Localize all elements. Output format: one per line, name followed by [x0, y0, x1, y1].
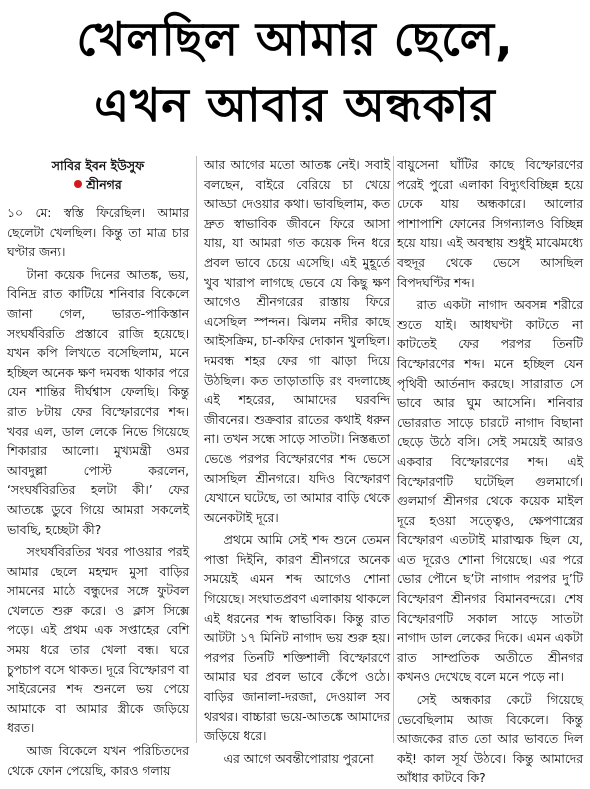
paragraph: রাত একটা নাগাদ অবসন্ন শরীরে শুতে যাই। আধঘণ্টা কাটতে না কাটতেই ফের পরপর তিনটি বিস্ফোরণের শব্দ। মনে হচ্ছিল যেন পৃথিবী আর্তনাদ করছে। সারারাত সে ভাবে আর ঘুম আসেনি। শনিবার ভোররাত সাড়ে চারটে নাগাদ বিছানা ছেড়ে উঠে বসি। সেই সময়েই আরও একবার বিস্ফোরণের শব্দ। এই বিস্ফোরণটি ঘটেছিল গুলমার্গে। গুলমার্গ শ্রীনগর থেকে কয়েক মাইল দূরে হওয়া সত্ত্বেও, ক্ষেপণাস্ত্রের বিস্ফোরণ এতটাই মারাত্মক ছিল যে, এত দূরেও শোনা গিয়েছে। এর পরে ভোর পৌনে ছ’টা নাগাদ পরপর দু’টি বিস্ফোরণ শ্রীনগর বিমানবন্দরে। শেষ বিস্ফোরণটি সকাল সাড়ে সাতটা নাগাদ ডাল লেকের দিকে। এমন একটা রাত সাম্প্রতিক অতীতে শ্রীনগর কখনও দেখেছে বলে মনে পড়ে না।	[397, 298, 583, 685]
location-dot-icon	[74, 180, 82, 188]
headline-line-1: খেলছিল আমার ছেলে,	[76, 12, 514, 66]
headline-line-2: এখন আবার অন্ধকার	[94, 78, 496, 132]
paragraph: বায়ুসেনা ঘাঁটির কাছে বিস্ফোরণের পরেই পুরো এলাকা বিদ্যুৎবিচ্ছিন্ন হয়ে ঢেকে যায় অন্ধকারে। আলোর পাশাপাশি ফোনের সিগন্যালও বিচ্ছিন্ন হয়ে যায়। এই অবস্থায় শুধুই মাঝেমধ্যে বহুদূর থেকে ভেসে আসছিল বিপদঘণ্টির শব্দ।	[397, 158, 583, 290]
paragraph: সেই অন্ধকার কেটে গিয়েছে ভেবেছিলাম আজ বিকেলে। কিন্তু আজকের রাত তো আর ভাবতে দিল কই! কাল সূর্য উঠবে। কিন্তু আমাদের আঁধার কাটবে কি?	[397, 693, 583, 786]
paragraph: ১০ মে: স্বস্তি ফিরেছিল। আমার ছেলেটা খেলছিল। কিন্তু তা মাত্র চার ঘণ্টার জন্য।	[7, 206, 189, 260]
dateline	[7, 175, 189, 194]
article-column-1	[7, 156, 189, 778]
byline	[7, 156, 189, 194]
column-divider	[393, 156, 394, 743]
dateline-location: শ্রীনগর	[86, 177, 122, 192]
article-column-3	[397, 156, 583, 786]
paragraph: প্রথমে আমি সেই শব্দ শুনে তেমন পাত্তা দিইনি, কারণ শ্রীনগরে অনেক সময়েই এমন শব্দ আগেও শোনা গিয়েছে। সংঘাতপ্রবণ এলাকায় থাকলে এই ধরনের শব্দ স্বাভাবিক। কিন্তু রাত আটটা ১৭ মিনিট নাগাদ ভয় শুরু হয়। পরপর তিনটি শক্তিশালী বিস্ফোরণে আমার ঘর প্রবল ভাবে কেঁপে ওঠে। বাড়ির জানালা-দরজা, দেওয়াল সব থরথর। বাচ্চারা ভয়ে-আতঙ্কে আমাদের জড়িয়ে ধরে।	[204, 533, 390, 744]
author-name: সাবির ইবন ইউসুফ	[51, 158, 145, 173]
paragraph: আজ বিকেলে যখন পরিচিতদের থেকে ফোন পেয়েছি, কারও গলায়	[7, 744, 189, 778]
article-column-2	[204, 156, 390, 766]
paragraph: সংঘর্ষবিরতির খবর পাওয়ার পরই আমার ছেলে মহম্মদ মুসা বাড়ির সামনের মাঠে বন্ধুদের সঙ্গে ফুটবল খেলতে শুরু করে। ও ক্লাস সিক্সে পড়ে। এই প্রথম এক সপ্তাহের বেশি সময় ধরে তার খেলা বন্ধ। ঘরে চুপচাপ বসে থাকত। দূরে বিস্ফোরণ বা সাইরেনের শব্দ শুনলে ভয় পেয়ে আমাকে বা আমার স্ত্রীকে জড়িয়ে ধরত।	[7, 545, 189, 736]
paragraph: আর আগের মতো আতঙ্ক নেই। সবাই বলছেন, বাইরে বেরিয়ে চা খেয়ে আড্ডা দেওয়ার কথা। ভাবছিলাম, কত দ্রুত স্বাভাবিক জীবনে ফিরে আসা যায়, যা আমরা গত কয়েক দিন ধরে প্রবল ভাবে চেয়ে এসেছি। এই মুহূর্তে খুব খারাপ লাগছে ভেবে যে কিছু ক্ষণ আগেও শ্রীনগরের রাস্তায় ফিরে এসেছিল স্পন্দন। ঝিলম নদীর কাছে আইসক্রিম, চা-কফির দোকান খুলছিল। দমবন্ধ শহর ফের গা ঝাড়া দিয়ে উঠছিল। কত তাড়াতাড়ি রং বদলাচ্ছে এই শহরের, আমাদের ঘরবন্দি জীবনের। শুক্রবার রাতের কথাই ধরুন না। তখন সন্ধে সাড়ে সাতটা। নিস্তব্ধতা ভেঙে পরপর বিস্ফোরণের শব্দ ভেসে আসছিল শ্রীনগরে। যদিও বিস্ফোরণ যেখানে ঘটেছে, তা আমার বাড়ি থেকে অনেকটাই দূরে।	[204, 158, 390, 525]
paragraph: এর আগে অবন্তীপোরায় পুরনো	[223, 751, 374, 766]
column-divider	[196, 156, 197, 743]
paragraph: টানা কয়েক দিনের আতঙ্ক, ভয়, বিনিদ্র রাত কাটিয়ে শনিবার বিকেলে জানা গেল, ভারত-পাকিস্তান সংঘর্ষবিরতি প্রস্তাবে রাজি হয়েছে। যখন কপি লিখতে বসেছিলাম, মনে হচ্ছিল অনেক ক্ষণ দমবন্ধ থাকার পরে যেন শান্তির দীর্ঘশ্বাস ফেলছি। কিন্তু রাত ৮টায় ফের বিস্ফোরণের শব্দ। খবর এল, ডাল লেকে নিভে গিয়েছে শিকারার আলো। মুখ্যমন্ত্রী ওমর আবদুল্লা পোস্ট করলেন, ‘সংঘর্ষবিরতির হলটা কী।’ ফের আতঙ্কে ডুবে গিয়ে আমরা সকলেই ভাবছি, হচ্ছেটা কী?	[7, 267, 189, 537]
